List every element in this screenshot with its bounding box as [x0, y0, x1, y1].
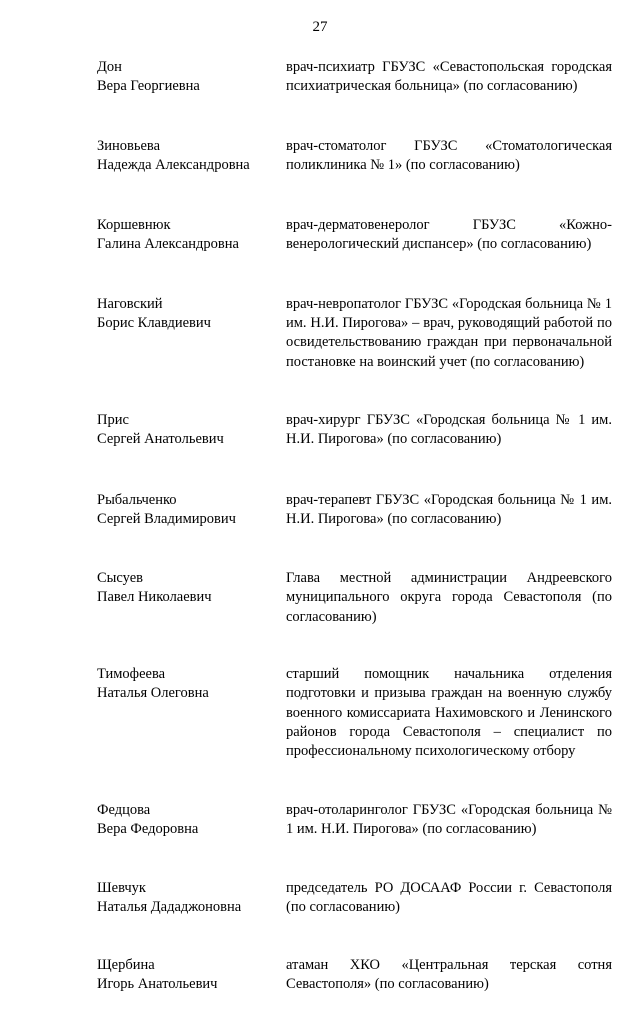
list-item — [0, 216, 640, 255]
member-role: врач-дерматовенеролог ГБУЗС «Кожно-венерологический диспансер» (по согласованию) — [286, 217, 612, 253]
member-name — [97, 216, 282, 254]
list-item — [0, 411, 640, 450]
member-name — [97, 137, 282, 175]
member-given-names: Сергей Владимирович — [97, 510, 236, 527]
member-surname: Коршевнюк — [97, 217, 171, 234]
list-item — [0, 295, 640, 372]
member-given-names: Игорь Анатольевич — [97, 975, 218, 992]
page-number: 27 — [312, 19, 328, 35]
member-given-names: Галина Александровна — [97, 236, 239, 253]
list-item — [0, 58, 640, 97]
member-name — [97, 491, 282, 529]
member-surname: Прис — [97, 411, 129, 428]
member-given-names: Надежда Александровна — [97, 156, 250, 173]
member-name — [97, 665, 282, 703]
list-item — [0, 569, 640, 627]
member-name — [97, 569, 282, 607]
member-surname: Шевчук — [97, 880, 146, 897]
list-item — [0, 491, 640, 530]
member-given-names: Наталья Олеговна — [97, 685, 209, 702]
member-given-names: Борис Клавдиевич — [97, 314, 211, 331]
member-role: Глава местной администрации Андреевского муниципального округа города Севастополя (по согласованию) — [286, 570, 612, 625]
member-surname: Дон — [97, 59, 122, 75]
member-role: врач-стоматолог ГБУЗС «Стоматологическая поликлиника № 1» (по согласованию) — [286, 137, 612, 173]
list-item — [0, 137, 640, 176]
list-item — [0, 665, 640, 761]
member-role: старший помощник начальника отделения подготовки и призыва граждан на военную службу военного комиссариата Нахимовского и Ленинского районов города Севастополя – специалист по профессиональному психологическому отбору — [286, 666, 612, 760]
member-name — [97, 295, 282, 333]
member-given-names: Наталья Дададжоновна — [97, 899, 242, 916]
member-surname: Федцова — [97, 801, 151, 818]
member-role: врач-невропатолог ГБУЗС «Городская больница № 1 им. Н.И. Пирогова» – врач, руководящий работой по освидетельствованию граждан при первоначальной постановке на воинский учет (по согласованию) — [286, 295, 612, 370]
member-surname: Зиновьева — [97, 137, 161, 154]
member-role: врач-психиатр ГБУЗС «Севастопольская городская психиатрическая больница» (по согласованию) — [286, 59, 612, 95]
member-surname: Сысуев — [97, 570, 143, 587]
list-item — [0, 956, 640, 995]
member-name — [97, 411, 282, 449]
member-given-names: Вера Федоровна — [97, 820, 199, 837]
member-surname: Тимофеева — [97, 666, 166, 683]
member-given-names: Вера Георгиевна — [97, 78, 200, 94]
member-name — [97, 801, 282, 839]
member-given-names: Павел Николаевич — [97, 589, 212, 606]
member-surname: Щербина — [97, 956, 155, 973]
member-surname: Наговский — [97, 295, 163, 312]
member-role: врач-хирург ГБУЗС «Городская больница № 1 им. Н.И. Пирогова» (по согласованию) — [286, 411, 612, 448]
member-given-names: Сергей Анатольевич — [97, 430, 224, 447]
member-role: врач-терапевт ГБУЗС «Городская больница № 1 им. Н.И. Пирогова» (по согласованию) — [286, 491, 612, 527]
member-name — [97, 956, 282, 994]
member-list — [0, 58, 640, 1034]
member-name — [97, 879, 282, 917]
member-name — [97, 58, 282, 96]
list-item — [0, 879, 640, 918]
member-role: председатель РО ДОСААФ России г. Севастополя (по согласованию) — [286, 880, 612, 916]
member-role: врач-отоларинголог ГБУЗС «Городская больница № 1 им. Н.И. Пирогова» (по согласованию) — [286, 801, 612, 837]
member-surname: Рыбальченко — [97, 491, 177, 508]
list-item — [0, 801, 640, 840]
member-role: атаман ХКО «Центральная терская сотня Севастополя» (по согласованию) — [286, 956, 612, 993]
